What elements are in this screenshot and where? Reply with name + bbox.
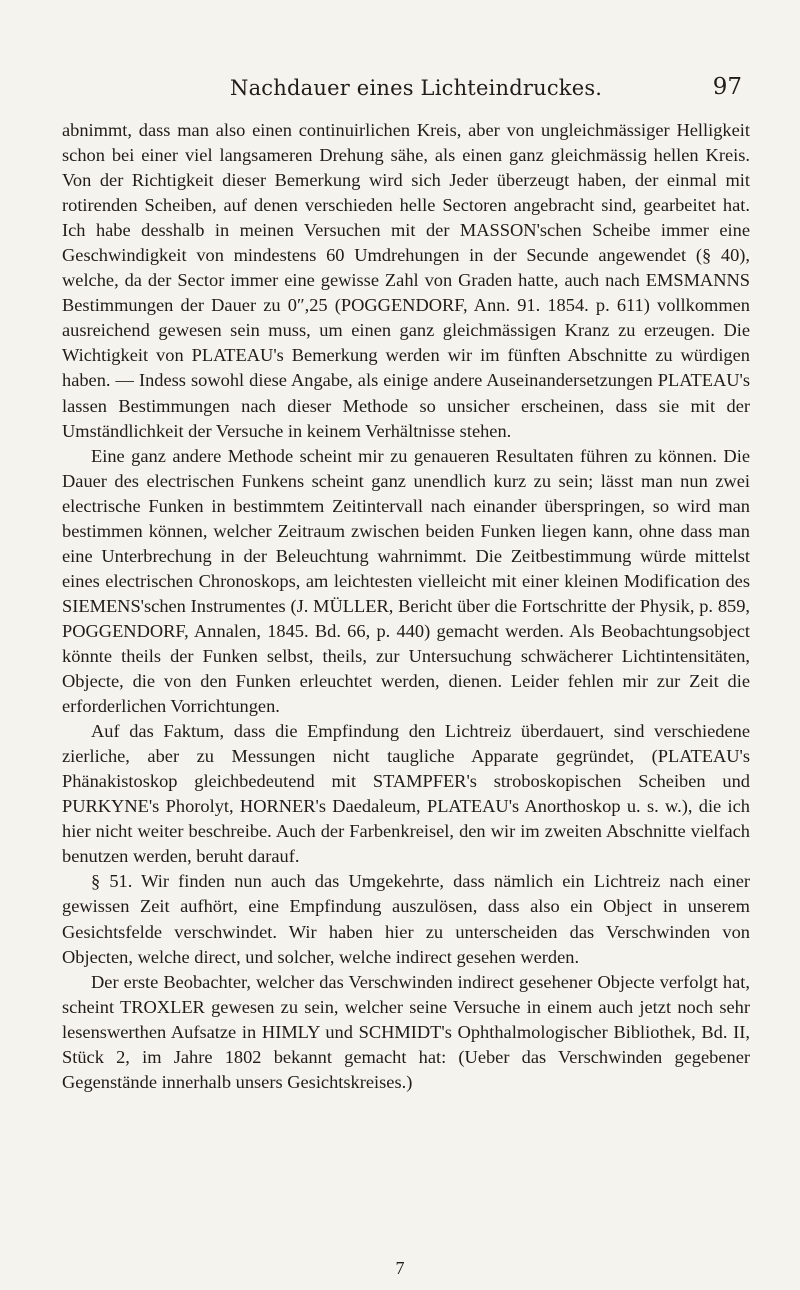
sheet-signature: 7 [395,1258,405,1278]
paragraph-2: Eine ganz andere Methode scheint mir zu genaueren Resultaten führen zu können. Die Dauer des electrischen Funkens scheint ganz unendlich kurz zu sein; lässt man nun zwei electrische Funken in bestimmtem Zeitintervall nach einander überspringen, so wird man bestimmen können, welcher Zeitraum zwischen beiden Funken liegen kann, ohne dass man eine Unterbrechung in der Beleuchtung wahrnimmt. Die Zeitbestimmung würde mittelst eines electrischen Chronoskops, am leichtesten vielleicht mit einer kleinen Modification des SIEMENS'schen Instrumentes (J. MÜLLER, Bericht über die Fortschritte der Physik, p. 859, POGGENDORF, Annalen, 1845. Bd. 66, p. 440) gemacht werden. Als Beobachtungsobject könnte theils der Funken selbst, theils, zur Untersuchung schwächerer Lichtintensitäten, Objecte, die von den Funken erleuchtet werden, dienen. Leider fehlen mir zur Zeit die erforderlichen Vorrichtungen. [62,445,750,717]
running-title: Nachdauer eines Lichteindruckes. [230,76,603,100]
paragraph-4: § 51. Wir finden nun auch das Umgekehrte, dass nämlich ein Lichtreiz nach einer gewissen Zeit aufhört, eine Empfindung auszulösen, dass also ein Object in unserem Gesichtsfelde verschwindet. Wir haben hier zu unterscheiden das Verschwinden von Objecten, welche direct, und solcher, welche indirect gesehen werden. [62,871,750,967]
paragraph-5: Der erste Beobachter, welcher das Verschwinden indirect gesehener Objecte verfolgt hat, scheint TROXLER gewesen zu sein, welcher seine Versuche in einem auch jetzt noch sehr lesenswerthen Aufsatze in HIMLY und SCHMIDT's Ophthalmologischer Bibliothek, Bd. II, Stück 2, im Jahre 1802 bekannt gemacht hat: (Ueber das Verschwinden gegebener Gegenstände innerhalb unsers Gesichtskreises.) [62,971,750,1092]
running-header [0,76,800,108]
paragraph-1: abnimmt, dass man also einen continuirlichen Kreis, aber von ungleichmässiger Helligkeit schon bei einer viel langsameren Drehung sähe, als einen ganz gleichmässig hellen Kreis. Von der Richtigkeit dieser Bemerkung wird sich Jeder überzeugt haben, der einmal mit rotirenden Scheiben, auf denen verschieden helle Sectoren angebracht sind, gearbeitet hat. Ich habe desshalb in meinen Versuchen mit der MASSON'schen Scheibe immer eine Geschwindigkeit von mindestens 60 Umdrehungen in der Secunde angewendet (§ 40), welche, da der Sector immer eine gewisse Zahl von Graden hatte, auch nach EMSMANNS Bestimmungen der Dauer zu 0″,25 (POGGENDORF, Ann. 91. 1854. p. 611) vollkommen ausreichend gewesen sein muss, um einen ganz gleichmässigen Kranz zu erzeugen. Die Wichtigkeit von PLATEAU's Bemerkung werden wir im fünften Abschnitte zu würdigen haben. — Indess sowohl diese Angabe, als einige andere Auseinandersetzungen PLATEAU's lassen Bestimmungen nach dieser Methode so unsicher erscheinen, dass sie mit der Umständlichkeit der Versuche in keinem Verhältnisse stehen. [62,120,750,441]
paragraph-3: Auf das Faktum, dass die Empfindung den Lichtreiz überdauert, sind verschiedene zierliche, aber zu Messungen nicht taugliche Apparate gegründet, (PLATEAU's Phänakistoskop gleichbedeutend mit STAMPFER's stroboskopischen Scheiben und PURKYNE's Phorolyt, HORNER's Daedaleum, PLATEAU's Anorthoskop u. s. w.), die ich hier nicht weiter beschreibe. Auch der Farbenkreisel, den wir im zweiten Abschnitte vielfach benutzen werden, beruht darauf. [62,721,750,867]
page-number: 97 [712,74,742,100]
body-text [62,118,750,1095]
